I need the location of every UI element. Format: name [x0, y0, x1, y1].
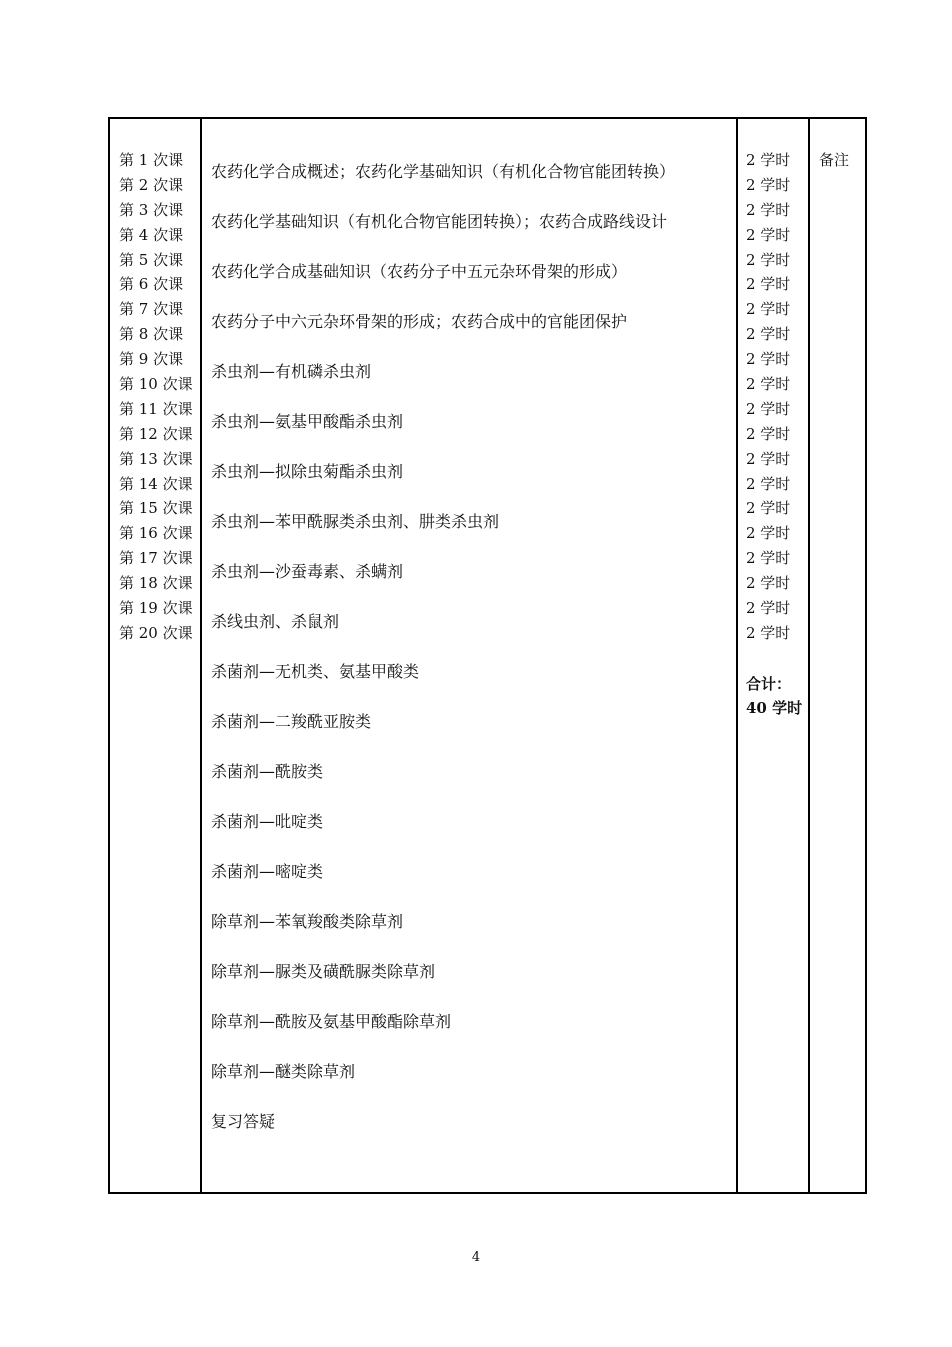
topic-item: 农药化学合成概述；农药化学基础知识（有机化合物官能团转换） — [211, 162, 676, 181]
topic-item: 杀虫剂—拟除虫菊酯杀虫剂 — [211, 462, 404, 481]
hours-value: 2 学时 — [746, 375, 791, 394]
topic-item: 杀菌剂—嘧啶类 — [211, 862, 324, 881]
hours-value: 2 学时 — [746, 225, 791, 244]
session-label: 第 16 次课 — [119, 524, 193, 543]
remark-label: 备注 — [819, 151, 850, 169]
page-number: 4 — [471, 1250, 481, 1265]
hours-list — [746, 148, 790, 646]
topic-item: 杀虫剂—有机磷杀虫剂 — [211, 362, 372, 381]
session-label: 第 6 次课 — [119, 275, 184, 294]
hours-value: 2 学时 — [746, 300, 791, 319]
hours-value: 2 学时 — [746, 574, 791, 593]
topic-item: 农药化学合成基础知识（农药分子中五元杂环骨架的形成） — [211, 262, 628, 281]
column-divider — [808, 119, 810, 1192]
session-label: 第 2 次课 — [119, 175, 184, 194]
session-label: 第 7 次课 — [119, 300, 184, 319]
topic-item: 农药分子中六元杂环骨架的形成；农药合成中的官能团保护 — [211, 312, 628, 331]
hours-value: 2 学时 — [746, 175, 791, 194]
session-label: 第 20 次课 — [119, 623, 193, 642]
topic-item: 除草剂—酰胺及氨基甲酸酯除草剂 — [211, 1012, 452, 1031]
hours-value: 2 学时 — [746, 599, 791, 618]
topic-item: 除草剂—醚类除草剂 — [211, 1062, 356, 1081]
topic-item: 农药化学基础知识（有机化合物官能团转换）；农药合成路线设计 — [211, 212, 668, 231]
session-label: 第 8 次课 — [119, 325, 184, 344]
topic-item: 杀菌剂—吡啶类 — [211, 812, 324, 831]
column-divider — [736, 119, 738, 1192]
topic-item: 复习答疑 — [211, 1112, 276, 1131]
session-label: 第 9 次课 — [119, 350, 184, 369]
session-list — [119, 148, 193, 646]
session-label: 第 19 次课 — [119, 599, 193, 618]
session-label: 第 4 次课 — [119, 225, 184, 244]
session-label: 第 17 次课 — [119, 549, 193, 568]
total-value: 40 学时 — [746, 699, 803, 717]
topic-item: 杀虫剂—氨基甲酸酯杀虫剂 — [211, 412, 404, 431]
hours-value: 2 学时 — [746, 250, 791, 269]
hours-value: 2 学时 — [746, 623, 791, 642]
topic-item: 杀虫剂—沙蚕毒素、杀螨剂 — [211, 562, 404, 581]
hours-value: 2 学时 — [746, 524, 791, 543]
session-label: 第 18 次课 — [119, 574, 193, 593]
topic-item: 杀虫剂—苯甲酰脲类杀虫剂、肼类杀虫剂 — [211, 512, 500, 531]
column-divider — [200, 119, 202, 1192]
hours-value: 2 学时 — [746, 275, 791, 294]
topic-item: 除草剂—苯氧羧酸类除草剂 — [211, 912, 404, 931]
session-label: 第 5 次课 — [119, 250, 184, 269]
session-label: 第 12 次课 — [119, 424, 193, 443]
session-label: 第 15 次课 — [119, 499, 193, 518]
hours-value: 2 学时 — [746, 325, 791, 344]
hours-value: 2 学时 — [746, 499, 791, 518]
hours-value: 2 学时 — [746, 549, 791, 568]
total-hours — [746, 672, 802, 720]
hours-value: 2 学时 — [746, 350, 791, 369]
hours-value: 2 学时 — [746, 399, 791, 418]
topic-item: 杀菌剂—二羧酰亚胺类 — [211, 712, 372, 731]
schedule-table — [108, 117, 867, 1194]
hours-value: 2 学时 — [746, 200, 791, 219]
session-label: 第 14 次课 — [119, 474, 193, 493]
topic-item: 除草剂—脲类及磺酰脲类除草剂 — [211, 962, 436, 981]
topic-item: 杀线虫剂、杀鼠剂 — [211, 612, 340, 631]
hours-value: 2 学时 — [746, 474, 791, 493]
total-label: 合计： — [746, 675, 792, 693]
session-label: 第 1 次课 — [119, 151, 184, 169]
hours-value: 2 学时 — [746, 424, 791, 443]
session-label: 第 3 次课 — [119, 200, 184, 219]
session-label: 第 11 次课 — [119, 399, 193, 418]
topic-item: 杀菌剂—无机类、氨基甲酸类 — [211, 662, 420, 681]
session-label: 第 13 次课 — [119, 449, 193, 468]
topic-list — [211, 147, 675, 1147]
topic-item: 杀菌剂—酰胺类 — [211, 762, 324, 781]
hours-value: 2 学时 — [746, 449, 791, 468]
session-label: 第 10 次课 — [119, 375, 193, 394]
hours-value: 2 学时 — [746, 151, 791, 169]
